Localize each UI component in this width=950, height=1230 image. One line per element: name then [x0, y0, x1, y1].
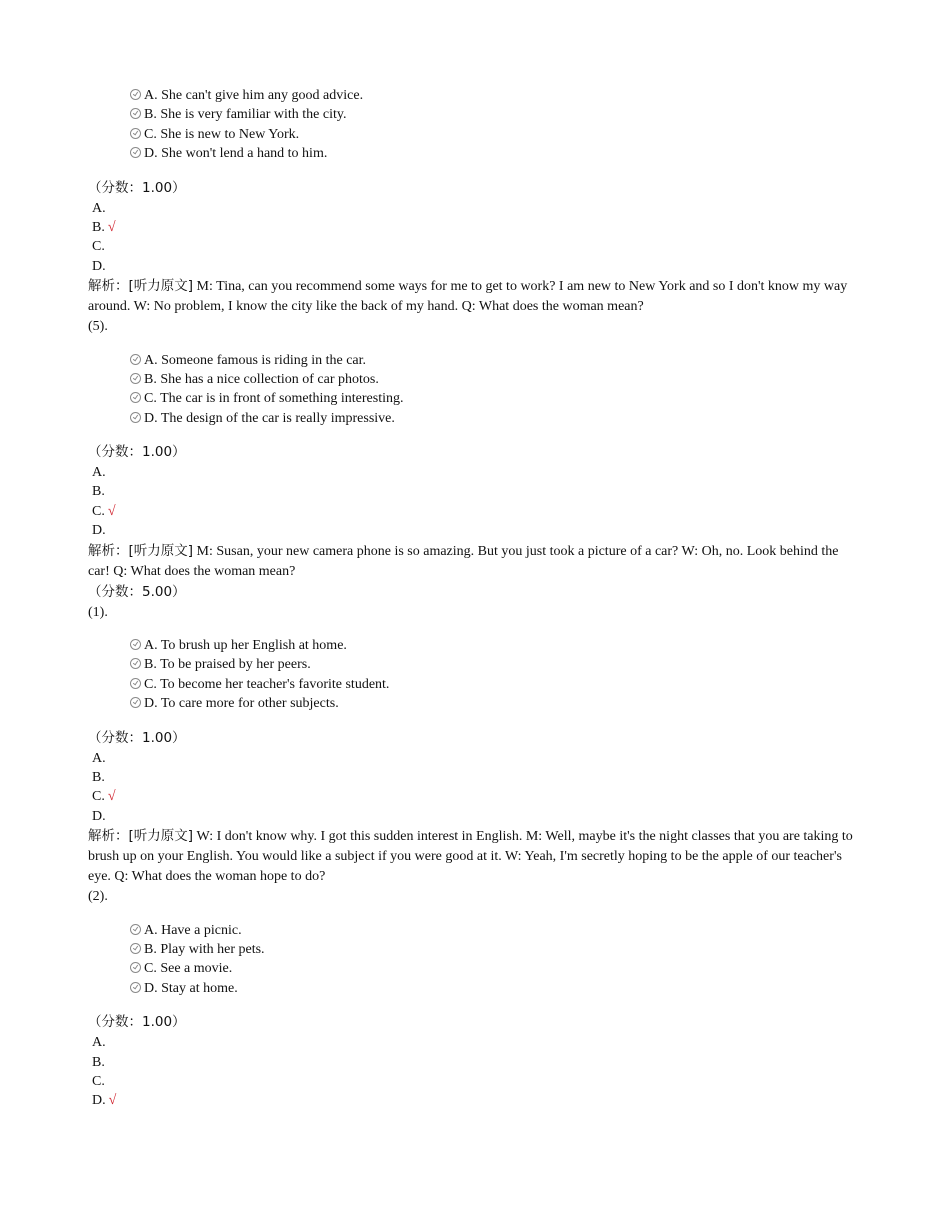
option-list	[130, 636, 863, 714]
answer-item: C.	[92, 1073, 105, 1089]
analysis-text: 解析：[听力原文] M: Tina, can you recommend some ways for me to get to work? I am new to New York and so I don't know my way around. W: No problem, I know the city like the back of my hand. Q: What does the woman mean?	[88, 278, 848, 315]
question-block	[88, 86, 863, 317]
score-label: （分数：1.00）	[88, 444, 186, 461]
check-mark-icon: √	[107, 503, 116, 519]
exam-page	[88, 86, 863, 1111]
radio-icon[interactable]	[130, 943, 141, 954]
answer-item: D.	[92, 808, 106, 824]
question-block	[88, 317, 863, 582]
answer-item: D.	[92, 258, 106, 274]
answer-item: C. √	[92, 503, 116, 519]
score-label: （分数：1.00）	[88, 179, 186, 196]
option-item[interactable]: B. She has a nice collection of car photos.	[130, 370, 863, 389]
option-item[interactable]: A. Someone famous is riding in the car.	[130, 351, 863, 370]
option-item[interactable]: D. The design of the car is really impressive.	[130, 409, 863, 428]
radio-icon[interactable]	[130, 924, 141, 935]
answer-item: B.	[92, 1054, 105, 1070]
option-item[interactable]: A. To brush up her English at home.	[130, 636, 863, 655]
radio-icon[interactable]	[130, 962, 141, 973]
answer-item: D.	[92, 523, 106, 539]
answer-item: A.	[92, 750, 106, 766]
radio-icon[interactable]	[130, 108, 141, 119]
radio-icon[interactable]	[130, 639, 141, 650]
option-item[interactable]: D. She won't lend a hand to him.	[130, 144, 863, 163]
option-item[interactable]: D. Stay at home.	[130, 979, 863, 998]
analysis-text: 解析：[听力原文] W: I don't know why. I got this sudden interest in English. M: Well, maybe it's the night classes that you are taking to brush up on your English. You would like a subject if you were good at it. W: Yeah, I'm secretly hoping to be the apple of our teacher's eye. Q: What does the woman hope to do?	[88, 828, 853, 885]
answer-item: B.	[92, 769, 105, 785]
check-mark-icon: √	[107, 789, 116, 805]
option-item[interactable]: C. She is new to New York.	[130, 125, 863, 144]
radio-icon[interactable]	[130, 697, 141, 708]
radio-icon[interactable]	[130, 128, 141, 139]
option-item[interactable]: B. She is very familiar with the city.	[130, 105, 863, 124]
answer-item: C.	[92, 239, 105, 255]
radio-icon[interactable]	[130, 354, 141, 365]
radio-icon[interactable]	[130, 89, 141, 100]
option-list	[130, 921, 863, 999]
question-number: (5).	[88, 319, 108, 335]
question-block	[88, 603, 863, 888]
score-label: （分数：1.00）	[88, 1014, 186, 1031]
answer-item: A.	[92, 465, 106, 481]
radio-icon[interactable]	[130, 373, 141, 384]
answer-item: B.	[92, 484, 105, 500]
option-list	[130, 351, 863, 429]
answer-item: A.	[92, 200, 106, 216]
option-item[interactable]: C. See a movie.	[130, 959, 863, 978]
option-list	[130, 86, 863, 164]
answer-item: C. √	[92, 789, 116, 805]
option-item[interactable]: A. She can't give him any good advice.	[130, 86, 863, 105]
check-mark-icon: √	[107, 219, 116, 235]
check-mark-icon: √	[108, 1093, 117, 1109]
option-item[interactable]: C. To become her teacher's favorite student.	[130, 675, 863, 694]
radio-icon[interactable]	[130, 412, 141, 423]
section-score-label: （分数：5.00）	[88, 583, 186, 600]
radio-icon[interactable]	[130, 147, 141, 158]
radio-icon[interactable]	[130, 678, 141, 689]
question-number: (2).	[88, 889, 108, 905]
radio-icon[interactable]	[130, 392, 141, 403]
option-item[interactable]: B. To be praised by her peers.	[130, 655, 863, 674]
question-block	[88, 887, 863, 1111]
radio-icon[interactable]	[130, 982, 141, 993]
answer-item: B. √	[92, 219, 116, 235]
question-number: (1).	[88, 604, 108, 620]
option-item[interactable]: A. Have a picnic.	[130, 921, 863, 940]
analysis-text: 解析：[听力原文] M: Susan, your new camera phone is so amazing. But you just took a picture of a car? W: Oh, no. Look behind the car! Q: What does the woman mean?	[88, 542, 839, 579]
option-item[interactable]: B. Play with her pets.	[130, 940, 863, 959]
option-item[interactable]: D. To care more for other subjects.	[130, 694, 863, 713]
radio-icon[interactable]	[130, 658, 141, 669]
answer-item: D. √	[92, 1093, 117, 1109]
option-item[interactable]: C. The car is in front of something interesting.	[130, 389, 863, 408]
score-label: （分数：1.00）	[88, 729, 186, 746]
answer-item: A.	[92, 1035, 106, 1051]
